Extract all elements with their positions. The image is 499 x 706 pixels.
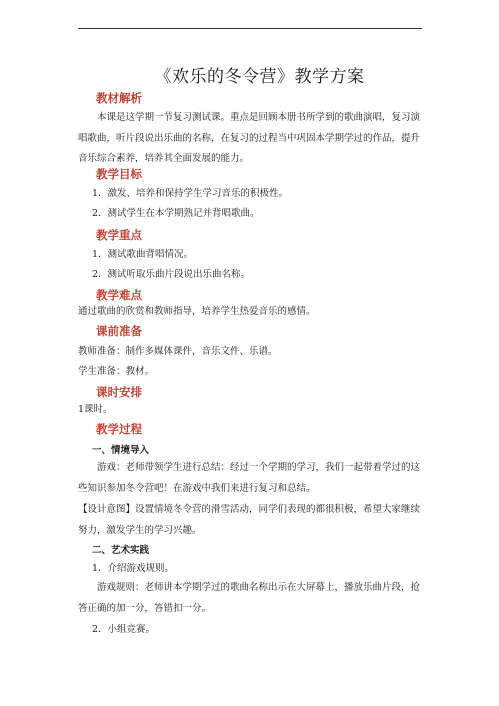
schedule-text: 1课时。 [78,404,113,415]
heading-prep: 课前准备 [96,324,142,338]
process-part1-design: 【设计意图】设置情境冬令营的滑雪活动，同学们表现的都很积极，希望大家继续努力，激发学生的学习兴趣。 [78,504,421,536]
header-rule [78,28,422,29]
keypoint-item-2: 2．测试听取乐曲片段说出乐曲名称。 [92,269,251,280]
heading-keypoints: 教学重点 [96,228,142,242]
process-part2-item2: 2．小组竞赛。 [92,624,156,635]
process-part1-text: 游戏：老师带领学生进行总结：经过一个学期的学习，我们一起带着学过的这些知识参加冬令营吧！在游戏中我们来进行复习和总结。 [78,462,421,494]
heading-analysis: 教材解析 [96,91,142,105]
goal-item-1: 1．激发、培养和保持学生学习音乐的积极性。 [92,188,289,199]
process-part2-heading: 二、艺术实践 [92,545,150,556]
prep-teacher: 教师准备：制作多媒体课件，音乐文件、乐谱。 [78,346,278,357]
process-part1-heading: 一、情境导入 [92,445,150,456]
document-title: 《欢乐的冬令营》教学方案 [154,67,365,87]
process-part2-rule: 游戏规则：老师讲本学期学过的歌曲名称出示在大屏幕上，播放乐曲片段，抢答正确的加一分，答错扣一分。 [78,582,421,614]
keypoint-item-1: 1．测试歌曲背唱情况。 [92,249,194,260]
difficulty-text: 通过歌曲的欣赏和教师指导，培养学生热爱音乐的感情。 [78,306,316,317]
heading-process: 教学过程 [96,422,142,436]
heading-goals: 教学目标 [96,167,142,181]
goal-item-2: 2．测试学生在本学期熟记并背唱歌曲。 [92,208,260,219]
analysis-text: 本课是这学期一节复习测试课。重点是回顾本册书所学到的歌曲演唱，复习演唱歌曲，听片段说出乐曲的名称，在复习的过程当中巩固本学期学过的作品，提升音乐综合素养，培养其全面发展的能力。 [78,112,421,164]
heading-schedule: 课时安排 [96,385,142,399]
heading-difficulty: 教学难点 [96,288,142,302]
process-part2-item1: 1．介绍游戏规则。 [92,563,175,574]
prep-student: 学生准备：教材。 [78,366,155,377]
